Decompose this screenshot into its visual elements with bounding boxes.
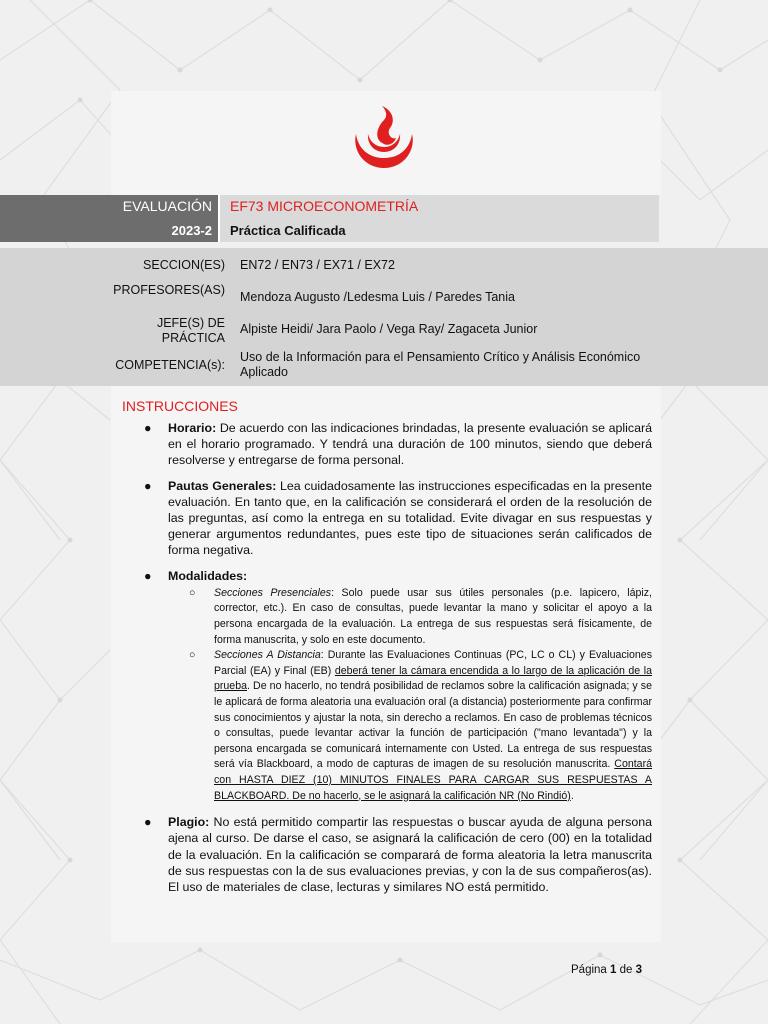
distancia-text-3: . xyxy=(570,789,574,802)
modalidades-label: Modalidades: xyxy=(168,568,248,583)
distancia-upload-rule: Contará con HASTA DIEZ (10) MINUTOS FINALES PARA CARGAR SUS RESPUESTAS A BLACKBOARD. De no hacerlo, se le asignará la calificación NR (No Rindió) xyxy=(214,758,652,802)
horario-label: Horario: xyxy=(168,421,217,435)
evaluation-year: 2023-2 xyxy=(171,223,212,238)
profesores-value: Mendoza Augusto /Ledesma Luis / Paredes Tania xyxy=(240,290,515,304)
evaluation-label: EVALUACIÓN xyxy=(122,198,212,214)
plagio-label: Plagio: xyxy=(168,815,210,830)
pautas-label: Pautas Generales: xyxy=(168,478,277,493)
jefes-label-line-2: PRÁCTICA xyxy=(161,331,225,345)
band-divider xyxy=(218,194,220,242)
distancia-text-1: : Durante las Evaluaciones Continuas (PC, LC o CL) y Evaluaciones Parcial (EA) y Final (EB) xyxy=(214,649,652,677)
competencia-value: Uso de la Información para el Pensamiento Crítico y Análisis Económico Aplicado xyxy=(240,350,641,379)
bullet-icon: ● xyxy=(144,815,152,830)
sub-item-presenciales xyxy=(122,586,652,648)
jefes-value: Alpiste Heidi/ Jara Paolo / Vega Ray/ Zagaceta Junior xyxy=(240,322,538,336)
bullet-icon: ● xyxy=(144,568,152,583)
list-item-plagio xyxy=(122,814,652,895)
page-number xyxy=(571,964,642,976)
profesores-label: PROFESORES(AS) xyxy=(113,283,225,297)
page-word: Página xyxy=(571,964,607,976)
bullet-icon: ● xyxy=(144,421,152,435)
distancia-text-2: . De no hacerlo, no tendrá posibilidad de reclamos sobre la calificación asignada; y se le aplicará de forma aleatoria una evaluación oral (a distancia) posteriormente para confirmar sus conocimientos y ajustar la nota, sin derecho a reclamos. En caso de problemas técnicos o consultas, puede levantar activar la función de participación ("mano levantada") y la persona encargada se comunicará internamente con Usted. La entrega de sus respuestas será vía Blackboard, a modo de capturas de imagen de su resolución manuscrita. xyxy=(214,680,652,771)
presenciales-label: Secciones Presenciales xyxy=(214,586,332,599)
circle-bullet-icon: ○ xyxy=(189,586,196,599)
list-item-pautas xyxy=(122,478,652,559)
secciones-label: SECCION(ES) xyxy=(143,258,225,272)
university-logo xyxy=(348,104,420,172)
list-item-modalidades xyxy=(122,568,652,584)
jefes-label xyxy=(157,316,225,346)
presenciales-text: : Solo puede usar sus útiles personales (p.e. lapicero, lápiz, corrector, etc.). En caso de consultas, puede levantar la mano y solicitar el apoyo a la persona encargada de la evaluación. La entrega de sus respuestas será físicamente, de forma manuscrita, y solo en este documento. xyxy=(214,586,652,646)
pautas-text: Lea cuidadosamente las instrucciones especificadas en la presente evaluación. En tanto que, en la calificación se considerará el orden de la resolución de las preguntas, así como la entrega en su totalidad. Evite divagar en sus respuestas y generar argumentos redundantes, pues este tipo de situaciones serán calificados de forma negativa. xyxy=(168,478,652,558)
distancia-label: Secciones A Distancia xyxy=(214,649,321,662)
distancia-camera-rule: deberá tener la cámara encendida a lo largo de la aplicación de la prueba xyxy=(214,664,653,693)
horario-text: De acuerdo con las indicaciones brindadas, la presente evaluación se aplicará en el horario programado. Y tendrá una duración de 100 minutos, siendo que deberá resolverse y entregarse de forma personal. xyxy=(168,421,652,468)
exam-type: Práctica Calificada xyxy=(230,223,346,238)
of-word: de xyxy=(619,964,633,976)
sub-item-distancia xyxy=(122,648,652,804)
course-title: EF73 MICROECONOMETRÍA xyxy=(230,198,419,214)
instructions-list xyxy=(122,420,652,904)
instructions-title: INSTRUCCIONES xyxy=(122,398,238,414)
circle-bullet-icon: ○ xyxy=(189,649,196,662)
list-item-horario xyxy=(122,420,652,469)
competencia-label: COMPETENCIA(s): xyxy=(115,358,225,372)
secciones-value: EN72 / EN73 / EX71 / EX72 xyxy=(240,258,395,272)
bullet-icon: ● xyxy=(144,478,152,493)
page-current: 1 xyxy=(610,964,617,976)
plagio-text: No está permitido compartir las respuestas o buscar ayuda de alguna persona ajena al curso. De darse el caso, se asignará la calificación de cero (00) en la totalidad de la evaluación. En la calificación se comparará de forma aleatoria la letra manuscrita de sus respuestas con la de sus evaluaciones previas, y con la de sus compañeros(as). El uso de materiales de clase, lecturas y similares NO está permitido. xyxy=(168,815,652,894)
jefes-label-line-1: JEFE(S) DE xyxy=(156,316,225,330)
page-total: 3 xyxy=(635,964,643,976)
